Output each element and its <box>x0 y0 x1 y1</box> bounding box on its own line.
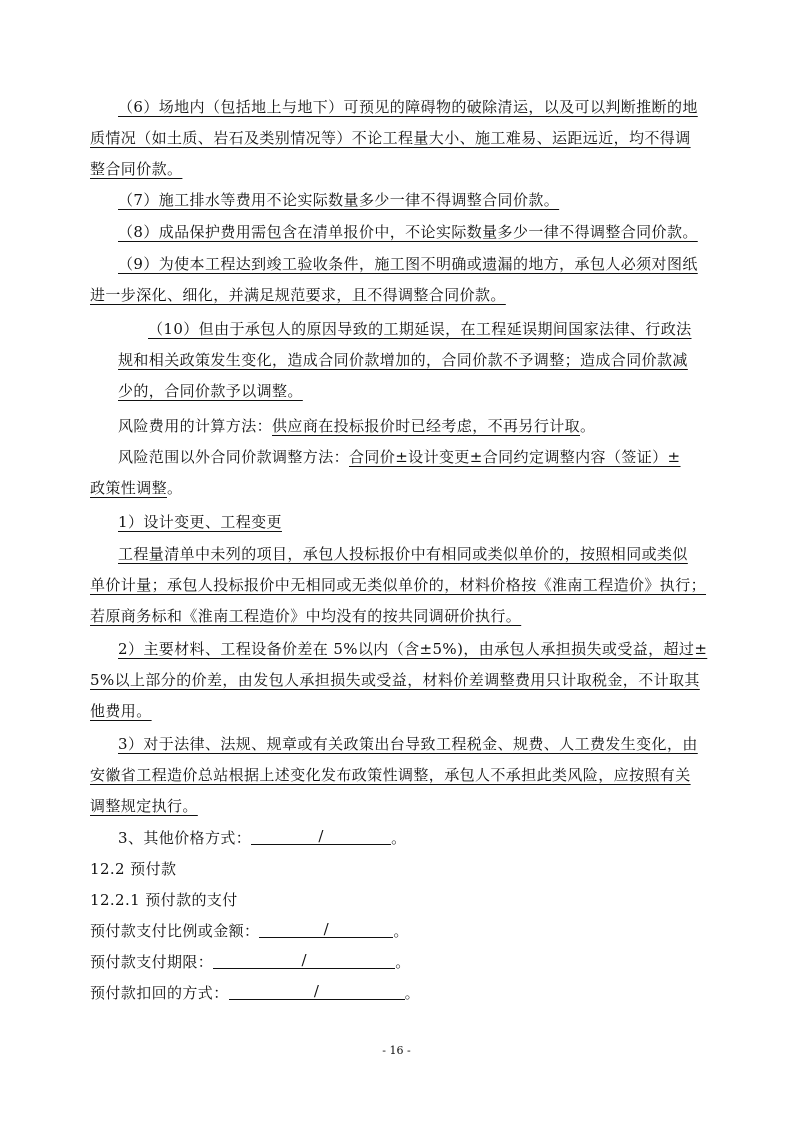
risk-calc-row <box>118 415 595 437</box>
clause-10-line-3: 少的，合同价款予以调整。 <box>118 382 303 400</box>
sub3-line-2: 安徽省工程造价总站根据上述变化发布政策性调整，承包人不承担此类风险，应按照有关 <box>90 766 691 784</box>
sub3-line-3: 调整规定执行。 <box>90 797 198 815</box>
prepay-ratio-value: / <box>323 920 330 938</box>
prepay-term-value: / <box>301 951 307 969</box>
prepay-ratio-end: 。 <box>393 922 409 940</box>
other-price-row <box>118 827 407 849</box>
risk-range-row-2 <box>90 477 182 499</box>
prepay-deduct-row <box>90 982 420 1004</box>
sub3-line-1: 3）对于法律、法规、规章或有关政策出台导致工程税金、规费、人工费发生变化，由 <box>118 735 698 753</box>
section-12-2-1-heading: 12.2.1 预付款的支付 <box>90 891 238 909</box>
prepay-term-end: 。 <box>395 953 411 971</box>
sub2-line-2: 5%以上部分的价差，由发包人承担损失或受益，材料价差调整费用只计取税金，不计取其 <box>90 671 700 689</box>
clause-6-line-1: （6）场地内（包括地上与地下）可预见的障碍物的破除清运，以及可以判断推断的地 <box>118 98 698 116</box>
sub1-line-3: 若原商务标和《淮南工程造价》中均没有的按共同调研价执行。 <box>90 607 522 625</box>
clause-7: （7）施工排水等费用不论实际数量多少一律不得调整合同价款。 <box>118 191 560 209</box>
clause-6-line-2: 质情况（如土质、岩石及类别情况等）不论工程量大小、施工难易、运距远近，均不得调 <box>90 129 691 147</box>
risk-calc-label: 风险费用的计算方法： <box>118 417 273 435</box>
prepay-ratio-row <box>90 920 409 942</box>
prepay-ratio-label: 预付款支付比例或金额： <box>90 922 260 940</box>
risk-calc-end: 。 <box>580 417 596 435</box>
sub1-heading: 1）设计变更、工程变更 <box>118 513 282 531</box>
clause-9-line-1: （9）为使本工程达到竣工验收条件，施工图不明确或遗漏的地方，承包人必须对图纸 <box>118 255 698 273</box>
other-price-field[interactable] <box>251 827 391 845</box>
clause-10-line-1: （10）但由于承包人的原因导致的工期延误，在工程延误期间国家法律、行政法 <box>148 320 692 338</box>
sub2-line-3: 他费用。 <box>90 702 152 720</box>
risk-range-value-line-1: 合同价±设计变更±合同约定调整内容（签证）± <box>349 448 681 466</box>
sub2-line-1: 2）主要材料、工程设备价差在 5%以内（含±5%)，由承包人承担损失或受益，超过± <box>118 640 708 658</box>
risk-range-value-line-2: 政策性调整 <box>90 479 168 497</box>
other-price-end: 。 <box>391 829 407 847</box>
clause-10-line-2: 规和相关政策发生变化，造成合同价款增加的，合同价款不予调整；造成合同价款减 <box>118 351 688 369</box>
risk-calc-value: 供应商在投标报价时已经考虑，不再另行计取 <box>272 417 581 435</box>
clause-9-line-2: 进一步深化、细化，并满足规范要求，且不得调整合同价款。 <box>90 286 506 304</box>
risk-range-row <box>118 446 681 468</box>
prepay-term-field[interactable] <box>213 951 395 969</box>
prepay-ratio-field[interactable] <box>259 920 393 938</box>
risk-range-label: 风险范围以外合同价款调整方法： <box>118 448 350 466</box>
section-12-2-heading: 12.2 预付款 <box>90 860 177 878</box>
other-price-value: / <box>318 827 324 845</box>
risk-range-end: 。 <box>167 479 183 497</box>
prepay-deduct-value: / <box>313 982 320 1000</box>
prepay-term-label: 预付款支付期限： <box>90 953 214 971</box>
clause-6-line-3: 整合同价款。 <box>90 160 183 178</box>
clause-8: （8）成品保护费用需包含在清单报价中，不论实际数量多少一律不得调整合同价款。 <box>118 223 698 241</box>
prepay-deduct-label: 预付款扣回的方式： <box>90 984 229 1002</box>
other-price-label: 3、其他价格方式： <box>118 829 252 847</box>
sub1-line-2: 单价计量；承包人投标报价中无相同或无类似单价的，材料价格按《淮南工程造价》执行； <box>90 576 707 594</box>
prepay-term-row <box>90 951 411 973</box>
prepay-deduct-field[interactable] <box>229 982 405 1000</box>
page-number: - 16 - <box>382 1044 411 1057</box>
sub1-line-1: 工程量清单中未列的项目，承包人投标报价中有相同或类似单价的，按照相同或类似 <box>118 545 688 563</box>
prepay-deduct-end: 。 <box>404 984 421 1002</box>
